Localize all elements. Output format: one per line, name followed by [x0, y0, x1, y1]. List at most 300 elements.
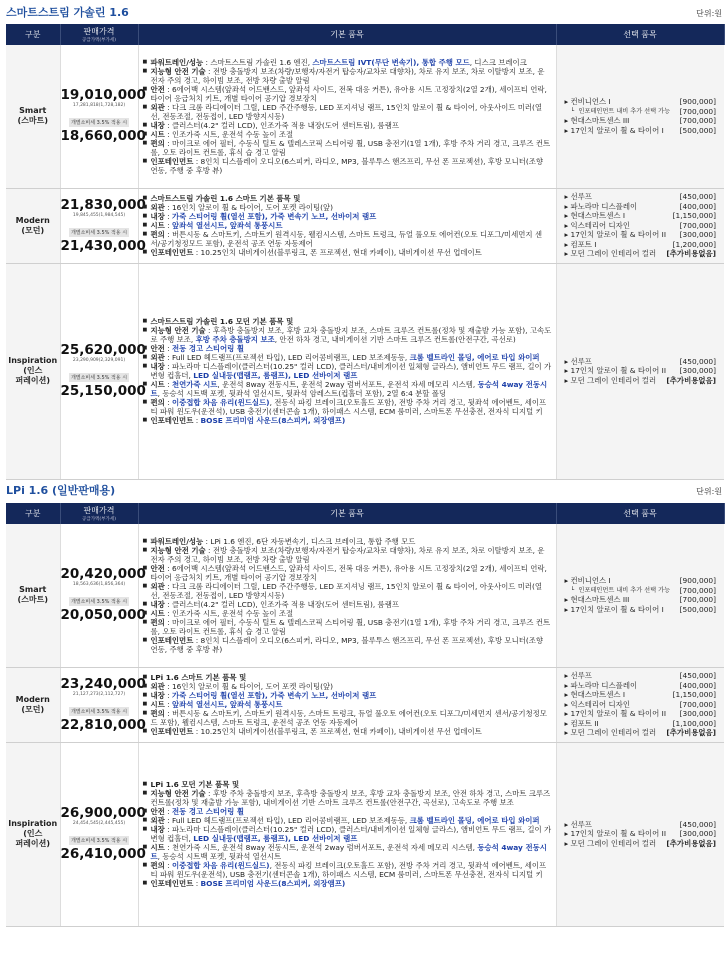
basic-item-text: BOSE 프리미엄 사운드(8스피커, 외장앰프): [200, 416, 346, 425]
tax-badge: 개별소비세 3.5% 적용 시: [70, 229, 128, 236]
basic-item-text: : 후방 주차 충돌방지 보조, 후측방 충돌방지 보조, 후방 교차 충돌방지 보조, 안전 하차 경고, 스마트 크루즈 컨트롤(정차 및 재출발 가능 포함), 내비게이션 기반 스마트 크루즈 컨트롤(안전구간, 곡선로), 고속도로 주행 보조: [150, 789, 551, 807]
basic-item-text: , 동승석 시트백 포켓, 뒷좌석 열선시트: [157, 852, 282, 861]
table-header: [6, 503, 724, 524]
basic-item-category: 외관: [150, 102, 165, 112]
basic-item-text: 이중접합 차음 유리(윈드실드): [171, 861, 270, 870]
basic-item: [143, 248, 552, 257]
basic-item-text: 가죽 스티어링 휠(열선 포함), 가죽 변속기 노브, 선바이저 램프: [171, 691, 377, 700]
basic-item-category: 파워트레인/성능: [150, 57, 204, 67]
option-name: ▸ 17인치 알로이 휠 & 타이어 II: [565, 230, 667, 240]
trim-name: Inspiration (인스 퍼레이션): [6, 742, 60, 926]
basic-item-text: :: [164, 807, 172, 816]
basic-items: [138, 263, 556, 479]
basic-item-text: : 10.25인치 내비게이션(블루링크, 폰 프로젝션, 현대 카페이), 내비게이션 무선 업데이트: [193, 248, 482, 257]
option-name: ▸ 17인치 알로이 휠 & 타이어 II: [565, 829, 667, 839]
tax-price: 25,150,000: [60, 383, 146, 399]
basic-item-text: 크롬 벨트라인 몰딩, 에어로 타입 와이퍼: [409, 353, 540, 362]
option-item: [565, 671, 717, 681]
basic-item-text: : Full LED 헤드램프(프로젝션 타입), LED 리어콤비램프, LED 보조제동등,: [164, 816, 410, 825]
sale-price: 25,620,000: [60, 342, 146, 358]
basic-item-category: 내장: [150, 599, 165, 609]
tax-price: 20,050,000: [60, 607, 146, 624]
basic-item: [143, 789, 552, 807]
price-cell: [60, 263, 146, 479]
option-price: [400,000]: [679, 201, 716, 211]
tax-price: 21,430,000: [60, 237, 146, 254]
basic-item-text: , 운전석 8way 전동시트, 운전석 2way 럼버서포트, 운전석 자세 메모리 시스템,: [217, 380, 478, 389]
basic-item-category: 지능형 안전 기술: [150, 326, 206, 335]
option-item: [565, 249, 717, 259]
basic-item-category: 시트: [150, 843, 165, 852]
trim-name: Smart (스마트): [6, 524, 60, 667]
basic-item-category: 인포테인먼트: [150, 635, 194, 645]
basic-item-text: : 버튼시동 & 스마트키, 스마트키 원격시동, 웰컴시스템, 스마트 트렁크, 듀얼 풀오토 에어컨(오토 디포그/미세먼지 센서/공기청정모드 포함), 운전석 공조 연동 자동제어: [150, 230, 542, 248]
basic-item-text: LED 실내등(맵램프, 룸램프), LED 선바이저 램프: [193, 834, 358, 843]
option-price: [1,150,000]: [672, 690, 716, 700]
basic-item-text: : LPi 1.6 엔진, 6단 자동변속기, 디스크 브레이크, 통합 주행 모드: [203, 536, 416, 546]
option-price: [1,200,000]: [672, 239, 716, 249]
option-price: [700,000]: [679, 220, 716, 230]
basic-item: [143, 326, 552, 344]
option-item: [565, 820, 717, 830]
option-item: [565, 230, 717, 240]
basic-item-category: 파워트레인/성능: [150, 536, 204, 546]
basic-item: [143, 194, 552, 203]
basic-item: [143, 879, 552, 888]
basic-items: [138, 667, 556, 742]
basic-item-category: 인포테인먼트: [150, 727, 194, 736]
sale-price: 26,900,000: [60, 805, 146, 821]
supply-price: 18,563,636(1,856,364): [72, 582, 126, 588]
header-price: [60, 24, 138, 45]
basic-item-category: 지능형 안전 기술: [150, 789, 206, 798]
sale-price: 20,420,000: [60, 566, 146, 583]
basic-item-text: : 6에어백 시스템(앞좌석 어드밴스드, 앞좌석 사이드, 전복 대응 커튼), 유아용 시트 고정장치(2열 2개), 세이프티 언락, 타이어 응급처치 키트, 개별 타이어 공기압 경보장치: [150, 563, 547, 582]
basic-item-text: :: [164, 398, 172, 407]
basic-items: [138, 45, 556, 188]
basic-item: [143, 344, 552, 353]
basic-item-text: 크롬 벨트라인 몰딩, 에어로 타입 와이퍼: [409, 816, 540, 825]
tax-price: 26,410,000: [60, 846, 146, 862]
header-options: 선택 품목: [556, 503, 724, 524]
trim-row: [6, 742, 724, 926]
tax-price: 22,810,000: [60, 716, 146, 733]
basic-item: [143, 103, 552, 121]
header-price-label: 판매가격: [83, 506, 115, 515]
option-item: [565, 690, 717, 700]
basic-item-text: :: [164, 212, 172, 221]
option-name: ▸ 파노라마 디스플레이: [565, 681, 638, 691]
basic-item: [143, 380, 552, 398]
basic-item: [143, 636, 552, 654]
basic-item-category: 시트: [150, 129, 165, 139]
section-title: 스마트스트림 가솔린 1.6: [6, 6, 129, 19]
header-basic: 기본 품목: [138, 503, 556, 524]
basic-item-text: 전동 경고 스티어링 휠: [171, 344, 244, 353]
basic-item-text: 동승석 4way 전동시트: [150, 843, 547, 861]
option-item: [565, 586, 717, 596]
option-price: [700,000]: [679, 595, 716, 605]
basic-item-text: : 10.25인치 내비게이션(블루링크, 폰 프로젝션, 현대 카페이), 내비게이션 무선 업데이트: [193, 727, 482, 736]
option-name: ▸ 모던 그레이 인테리어 컬러: [565, 376, 657, 386]
basic-item: [143, 780, 552, 789]
basic-item-text: 이중접합 차음 유리(윈드실드): [171, 398, 270, 407]
basic-item-category: 외관: [150, 581, 165, 591]
option-name: ▸ 모던 그레이 인테리어 컬러: [565, 839, 657, 849]
basic-item-category: 안전: [150, 84, 165, 94]
option-price: [추가비용없음]: [666, 375, 716, 385]
basic-item-category: 스마트스트림 가솔린 1.6 모던 기본 품목 및: [150, 317, 294, 326]
header-trim: 구분: [6, 24, 60, 45]
option-name: ▸ 모던 그레이 인테리어 컬러: [565, 728, 657, 738]
section-header: [6, 482, 722, 500]
option-name: └ 인포테인먼트 내비 추가 선택 가능: [565, 586, 671, 596]
option-item: [565, 240, 717, 250]
basic-item-category: 편의: [150, 138, 165, 148]
basic-item-text: : 6에어백 시스템(앞좌석 어드밴스드, 앞좌석 사이드, 전복 대응 커튼), 유아용 시트 고정장치(2열 2개), 세이프티 언락, 타이어 응급처치 키트, 개별 타이어 공기압 경보장치: [150, 84, 547, 103]
basic-item-text: :: [164, 221, 172, 230]
option-price: [450,000]: [679, 819, 716, 829]
option-items: [556, 45, 724, 188]
section-title: LPi 1.6 (일반판매용): [6, 484, 116, 497]
basic-item-category: 인포테인먼트: [150, 248, 194, 257]
basic-item: [143, 825, 552, 843]
basic-item: [143, 582, 552, 600]
basic-item-text: 가죽 스티어링 휠(열선 포함), 가죽 변속기 노브, 선바이저 램프: [171, 212, 377, 221]
header-price-sub: 공급가액(부가세): [82, 517, 116, 522]
basic-item: [143, 807, 552, 816]
basic-item-text: 전동 경고 스티어링 휠: [171, 807, 244, 816]
basic-item-category: 인포테인먼트: [150, 156, 194, 166]
basic-item-category: LPi 1.6 모던 기본 품목 및: [150, 780, 240, 789]
basic-item-text: :: [193, 879, 201, 888]
option-price: [400,000]: [679, 680, 716, 690]
basic-items: [138, 742, 556, 926]
basic-item: [143, 85, 552, 103]
basic-item: [143, 221, 552, 230]
option-item: [565, 376, 717, 386]
basic-item-text: 앞좌석 열선시트, 앞좌석 통풍시트: [171, 700, 283, 709]
basic-item-text: : 16인치 알로이 휠 & 타이어, 도어 포켓 라이팅(앞): [164, 682, 334, 691]
basic-item: [143, 691, 552, 700]
basic-item-category: 인포테인먼트: [150, 879, 194, 888]
basic-item: [143, 861, 552, 879]
option-price: [추가비용없음]: [666, 728, 716, 738]
basic-item: [143, 130, 552, 139]
basic-item: [143, 212, 552, 221]
basic-item: [143, 700, 552, 709]
basic-item-category: 스마트스트림 가솔린 1.6 스마트 기본 품목 및: [150, 194, 301, 203]
header-price-sub: 공급가액(부가세): [82, 38, 116, 43]
basic-item: [143, 353, 552, 362]
option-name: ▸ 선루프: [565, 357, 592, 367]
basic-item-text: 스마트스트림 IVT(무단 변속기), 통합 주행 모드: [312, 57, 470, 67]
option-name: ▸ 현대스마트센스 III: [565, 116, 630, 126]
option-name: ▸ 17인치 알로이 휠 & 타이어 II: [565, 366, 667, 376]
tax-badge: 개별소비세 3.5% 적용 시: [70, 375, 128, 381]
basic-item-text: : 버튼시동 & 스마트키, 스마트키 원격시동, 스마트 트렁크, 듀얼 풀오토 에어컨(오토 디포그/미세먼지 센서/공기청정모드 포함), 웰컴시스템, 스마트 트렁크, 운전석 공조 연동 자동제어: [150, 709, 547, 727]
basic-item: [143, 673, 552, 682]
option-items: [556, 188, 724, 263]
basic-item-text: 후방 주차 충돌방지 보조: [195, 335, 275, 344]
basic-item-text: :: [164, 691, 172, 700]
trim-name: Smart (스마트): [6, 45, 60, 188]
basic-item-category: 시트: [150, 221, 165, 230]
option-price: [300,000]: [679, 366, 716, 376]
option-item: [565, 221, 717, 231]
option-name: ▸ 모던 그레이 인테리어 컬러: [565, 249, 657, 259]
basic-item-text: : 클러스터(4.2" 컬러 LCD), 인조가죽 적용 내장(도어 센터트림), 룸램프: [164, 120, 399, 130]
basic-item: [143, 157, 552, 175]
basic-item-category: LPi 1.6 스마트 기본 품목 및: [150, 673, 247, 682]
option-items: [556, 667, 724, 742]
basic-item-text: : Full LED 헤드램프(프로젝션 타입), LED 리어콤비램프, LED 보조제동등,: [164, 353, 410, 362]
option-price: [1,100,000]: [672, 718, 716, 728]
option-price: [900,000]: [679, 97, 716, 107]
basic-item-category: 안전: [150, 563, 165, 573]
option-name: ▸ 컴포트 I: [565, 240, 597, 250]
option-item: [565, 357, 717, 367]
basic-item-category: 안전: [150, 344, 165, 353]
price-table: [6, 503, 725, 927]
trim-row: [6, 667, 724, 742]
basic-item: [143, 618, 552, 636]
basic-item: [143, 362, 552, 380]
basic-item-category: 편의: [150, 230, 165, 239]
basic-item-category: 외관: [150, 353, 165, 362]
basic-item-category: 지능형 안전 기술: [150, 545, 206, 555]
option-price: [450,000]: [679, 192, 716, 202]
option-price: [300,000]: [679, 829, 716, 839]
option-item: [565, 97, 717, 107]
basic-item-text: :: [164, 344, 172, 353]
basic-item-category: 편의: [150, 617, 165, 627]
option-name: ▸ 컴포트 II: [565, 719, 599, 729]
option-item: [565, 366, 717, 376]
option-name: ▸ 선루프: [565, 820, 592, 830]
basic-item-category: 내장: [150, 691, 165, 700]
header-price: [60, 503, 138, 524]
sale-price: 21,830,000: [60, 196, 146, 213]
basic-item-category: 외관: [150, 816, 165, 825]
header-row: [6, 24, 724, 45]
option-item: [565, 116, 717, 126]
tax-badge: 개별소비세 3.5% 적용 시: [70, 708, 128, 715]
option-items: [556, 524, 724, 667]
basic-item: [143, 139, 552, 157]
basic-item: [143, 600, 552, 609]
header-trim: 구분: [6, 503, 60, 524]
basic-item-text: , 디스크 브레이크: [469, 57, 527, 67]
basic-item: [143, 564, 552, 582]
option-price: [500,000]: [679, 125, 716, 135]
supply-price: 24,454,545(2,445,455): [72, 821, 126, 826]
unit-label: 단위:원: [696, 487, 722, 496]
basic-item: [143, 121, 552, 130]
basic-item-text: : 16인치 알로이 휠 & 타이어, 도어 포켓 라이팅(앞): [164, 203, 334, 212]
price-cell: [60, 742, 146, 926]
option-name: ▸ 현대스마트센스 I: [565, 211, 626, 221]
price-cell: [60, 524, 146, 667]
option-item: [565, 700, 717, 710]
option-items: [556, 263, 724, 479]
basic-item-category: 편의: [150, 398, 165, 407]
basic-item: [143, 58, 552, 67]
option-item: [565, 107, 717, 117]
basic-item: [143, 843, 552, 861]
basic-item-text: LED 실내등(맵램프, 룸램프), LED 선바이저 램프: [193, 371, 358, 380]
option-name: ▸ 익스테리어 디자인: [565, 221, 630, 231]
option-item: [565, 595, 717, 605]
basic-item: [143, 317, 552, 326]
trim-row: [6, 524, 724, 667]
header-row: [6, 503, 724, 524]
option-name: ▸ 파노라마 디스플레이: [565, 202, 638, 212]
tax-price: 18,660,000: [60, 128, 146, 145]
basic-item-category: 지능형 안전 기술: [150, 66, 206, 76]
basic-item-text: BOSE 프리미엄 사운드(8스피커, 외장앰프): [200, 879, 346, 888]
basic-item-text: : 스마트스트림 가솔린 1.6 엔진,: [203, 57, 313, 67]
option-item: [565, 719, 717, 729]
basic-item: [143, 816, 552, 825]
basic-item-category: 외관: [150, 682, 165, 691]
option-price: [500,000]: [679, 604, 716, 614]
supply-price: 21,127,273(2,112,727): [72, 691, 126, 697]
trim-name: Inspiration (인스 퍼레이션): [6, 263, 60, 479]
basic-item-text: : 파노라마 디스플레이(클러스터(10.25" 컬러 LCD), 클러스터/내비게이션 일체형 글라스), 앰비언트 무드 램프, 길이 가변형 컵홀더,: [150, 825, 552, 843]
tax-badge: 개별소비세 3.5% 적용 시: [70, 120, 128, 127]
unit-label: 단위:원: [696, 9, 722, 18]
basic-item-category: 내장: [150, 120, 165, 130]
basic-item-text: : 다크 크롬 라디에이터 그릴, LED 주간주행등, LED 포지셔닝 램프, 15인치 알로이 휠 & 타이어, 아웃사이드 미러(열선, 전동조절, 전동접이, LED 방향지시등): [150, 102, 543, 121]
basic-item-text: 동승석 4way 전동시트: [150, 380, 548, 398]
basic-item-text: , 안전 하차 경고, 내비게이션 기반 스마트 크루즈 컨트롤(안전구간, 곡선로): [274, 335, 516, 344]
option-price: [450,000]: [679, 356, 716, 366]
option-name: ▸ 컨비니언스 I: [565, 576, 611, 586]
supply-price: 23,290,909(2,329,091): [72, 358, 126, 363]
basic-items: [138, 524, 556, 667]
trim-row: [6, 188, 724, 263]
basic-item: [143, 416, 552, 425]
basic-item-category: 시트: [150, 380, 165, 389]
basic-item-text: : 다크 크롬 라디에이터 그릴, LED 주간주행등, LED 포지셔닝 램프, 15인치 알로이 휠 & 타이어, 아웃사이드 미러(열선, 전동조절, 전동접이, LED 방향지시등): [150, 581, 543, 600]
option-item: [565, 126, 717, 136]
basic-item-category: 안전: [150, 807, 165, 816]
basic-item: [143, 609, 552, 618]
option-price: [1,150,000]: [672, 211, 716, 221]
basic-item: [143, 230, 552, 248]
basic-item: [143, 67, 552, 85]
price-cell: [60, 188, 146, 263]
basic-item: [143, 537, 552, 546]
basic-item-text: , 동승석 시트백 포켓, 뒷좌석 열선시트, 뒷좌석 암레스트(컵홀더 포함), 2열 6:4 분할 폴딩: [157, 389, 447, 398]
basic-item: [143, 709, 552, 727]
basic-item-category: 인포테인먼트: [150, 416, 194, 425]
option-price: [700,000]: [679, 106, 716, 116]
basic-item-text: :: [164, 700, 172, 709]
basic-item-text: : 전방 충돌방지 보조(차량/보행자/자전거 탑승자/교차로 대향차), 차로 유지 보조, 차로 이탈방지 보조, 운전자 주의 경고, 하이빔 보조, 전방 차량 출발 알림: [150, 66, 545, 85]
basic-item-text: : 마이크로 에어 필터, 수동식 틸트 & 텔레스코픽 스티어링 휠, USB 충전기(1열 1개), 후방 주차 거리 경고, 크루즈 컨트롤, 오토 라이트 컨트롤, 휴식 습 경고 알림: [150, 617, 551, 636]
option-price: [추가비용없음]: [666, 249, 716, 259]
basic-item: [143, 203, 552, 212]
header-basic: 기본 품목: [138, 24, 556, 45]
price-cell: [60, 667, 146, 742]
basic-item-text: , 전동식 파킹 브레이크(오토홀드 포함), 전방 주차 거리 경고, 뒷좌석 에어벤트, 세이프티 파워 윈도우(운전석), USB 충전기(센터콘솔 1개), 하이패스 시스템, ECM 룸미러, 스마트폰 무선충전, 전자식 디지털 키: [150, 861, 547, 879]
basic-item-text: : 8인치 디스플레이 오디오(6스피커, 라디오, MP3, 블루투스 핸즈프리, 무선 폰 프로젝션), 후방 모니터(조향 연동, 주행 중 후방 뷰): [150, 635, 544, 654]
option-name: ▸ 컨비니언스 I: [565, 97, 611, 107]
header-options: 선택 품목: [556, 24, 724, 45]
option-name: ▸ 선루프: [565, 671, 592, 681]
option-item: [565, 202, 717, 212]
table-header: [6, 24, 724, 45]
basic-item-text: : 8인치 디스플레이 오디오(6스피커, 라디오, MP3, 블루투스 핸즈프리, 무선 폰 프로젝션), 후방 모니터(조향 연동, 주행 중 후방 뷰): [150, 156, 544, 175]
option-item: [565, 709, 717, 719]
basic-item-text: 천연가죽 시트: [171, 380, 218, 389]
basic-item: [143, 398, 552, 416]
option-price: [700,000]: [679, 116, 716, 126]
supply-price: 19,845,455(1,984,545): [72, 212, 126, 218]
option-item: [565, 211, 717, 221]
option-name: ▸ 익스테리어 디자인: [565, 700, 630, 710]
option-item: [565, 839, 717, 849]
option-price: [300,000]: [679, 230, 716, 240]
option-name: ▸ 선루프: [565, 192, 592, 202]
option-price: [300,000]: [679, 709, 716, 719]
basic-item-category: 내장: [150, 825, 165, 834]
basic-item: [143, 546, 552, 564]
basic-item-text: : 전방 충돌방지 보조(차량/보행자/자전거 탑승자/교차로 대향차), 차로 유지 보조, 차로 이탈방지 보조, 운전자 주의 경고, 하이빔 보조, 전방 차량 출발 알림: [150, 545, 545, 564]
basic-item-text: : 천연가죽 시트, 운전석 8way 전동시트, 운전석 2way 럼버서포트, 운전석 자세 메모리 시스템,: [164, 843, 478, 852]
basic-item-text: 앞좌석 열선시트, 앞좌석 통풍시트: [171, 221, 283, 230]
option-item: [565, 728, 717, 738]
trim-row: [6, 263, 724, 479]
trim-row: [6, 45, 724, 188]
option-item: [565, 605, 717, 615]
option-item: [565, 576, 717, 586]
basic-item: [143, 727, 552, 736]
option-item: [565, 192, 717, 202]
option-name: ▸ 17인치 알로이 휠 & 타이어 I: [565, 605, 664, 615]
basic-item-text: : 마이크로 에어 필터, 수동식 틸트 & 텔레스코픽 스티어링 휠, USB 충전기(1열 1개), 후방 주차 거리 경고, 크루즈 컨트롤, 오토 라이트 컨트롤, 휴식 습 경고 알림: [150, 138, 551, 157]
sale-price: 19,010,000: [60, 87, 146, 104]
price-table: [6, 24, 725, 480]
basic-item-category: 내장: [150, 362, 165, 371]
basic-item-category: 편의: [150, 861, 165, 870]
option-items: [556, 742, 724, 926]
basic-item-text: :: [164, 861, 172, 870]
tax-badge: 개별소비세 3.5% 적용 시: [70, 838, 128, 844]
option-price: [700,000]: [679, 585, 716, 595]
option-name: ▸ 현대스마트센스 III: [565, 595, 630, 605]
option-name: ▸ 현대스마트센스 I: [565, 690, 626, 700]
basic-item-text: : 인조가죽 시트, 운전석 수동 높이 조절: [164, 129, 294, 139]
basic-item-category: 편의: [150, 709, 165, 718]
basic-item-text: : 후측방 충돌방지 보조, 후방 교차 충돌방지 보조, 스마트 크루즈 컨트롤(정차 및 재출발 가능 포함), 고속도로 주행 보조,: [150, 326, 552, 344]
basic-item-category: 외관: [150, 203, 165, 212]
basic-item: [143, 682, 552, 691]
option-name: ▸ 17인치 알로이 휠 & 타이어 I: [565, 126, 664, 136]
option-item: [565, 829, 717, 839]
basic-item-text: : 파노라마 디스플레이(클러스터(10.25" 컬러 LCD), 클러스터/내비게이션 일체형 글라스), 앰비언트 무드 램프, 길이 가변형 컵홀더,: [150, 362, 552, 380]
basic-item-category: 시트: [150, 700, 165, 709]
option-price: [450,000]: [679, 671, 716, 681]
tax-badge: 개별소비세 3.5% 적용 시: [70, 599, 128, 606]
basic-item-text: , 전동식 파킹 브레이크(오토홀드 포함), 전방 주차 거리 경고, 뒷좌석 에어벤트, 세이프티 파워 윈도우(운전석), USB 충전기(센터콘솔 1개), 하이패스 시스템, ECM 룸미러, 스마트폰 무선충전, 전자식 디지털 키: [150, 398, 547, 416]
basic-items: [138, 188, 556, 263]
option-name: ▸ 17인치 알로이 휠 & 타이어 II: [565, 709, 667, 719]
option-price: [900,000]: [679, 576, 716, 586]
header-price-label: 판매가격: [83, 27, 115, 36]
